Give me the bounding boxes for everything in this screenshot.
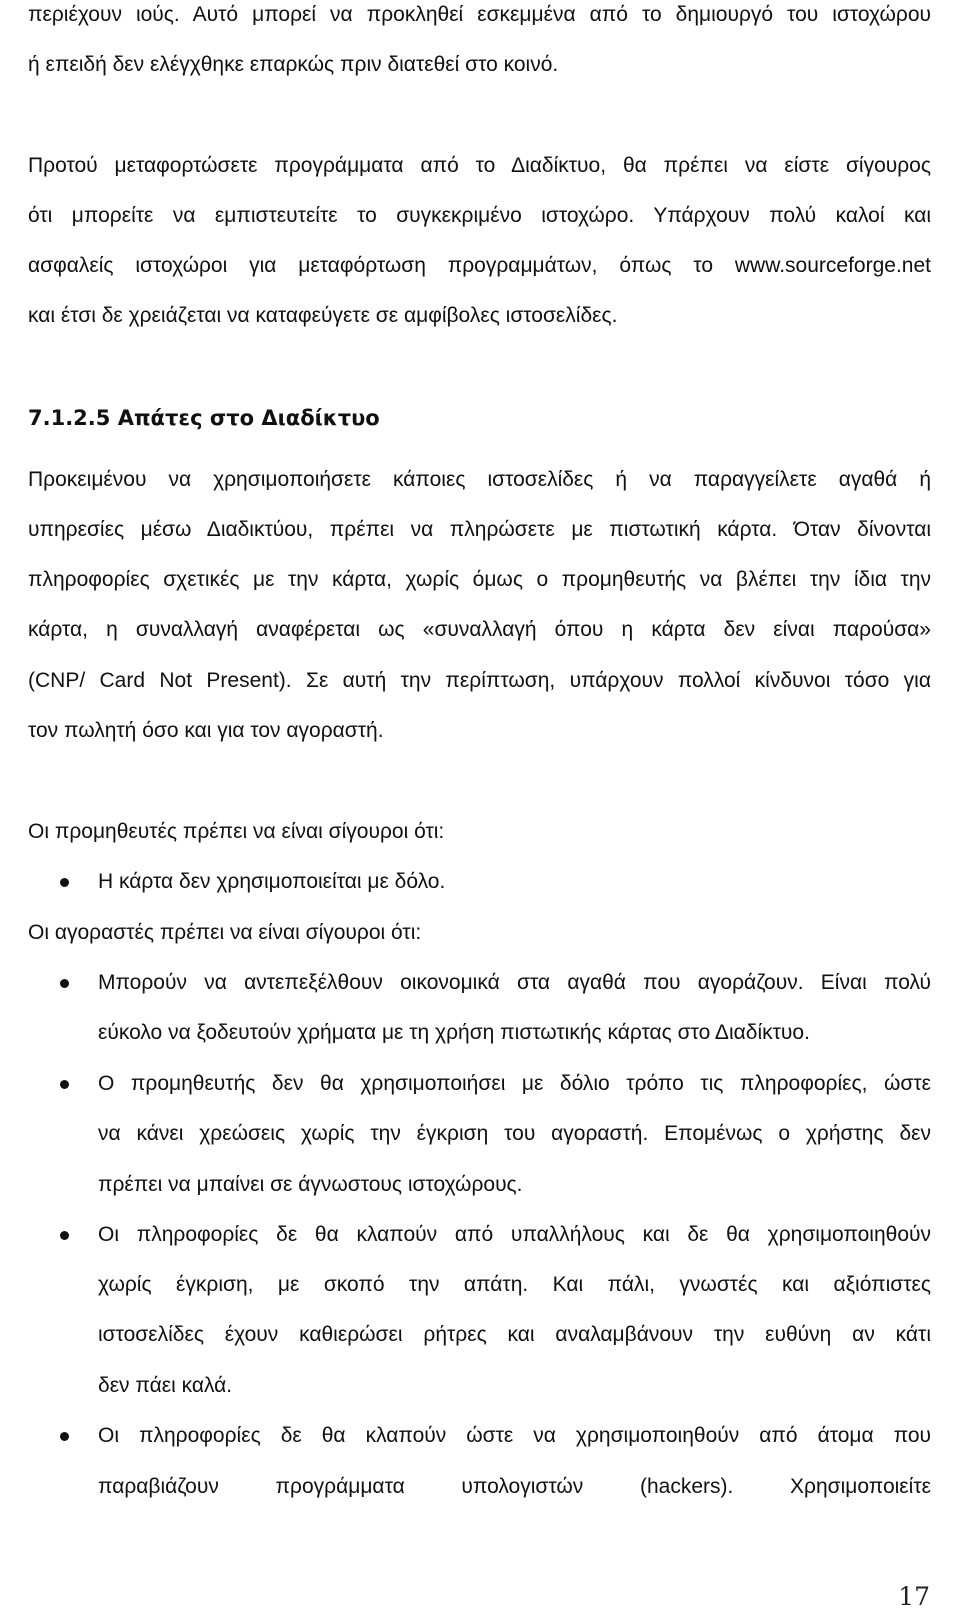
buyers-bullet-2-line-1: Ο προμηθευτής δεν θα χρησιμοποιήσει με δόλιο τρόπο τις πληροφορίες, ώστε (98, 1072, 931, 1095)
paragraph-1-line-1: περιέχουν ιούς. Αυτό μπορεί να προκληθεί εσκεμμένα από το δημιουργό του ιστοχώρου (28, 3, 931, 26)
paragraph-3-line-1: Προκειμένου να χρησιμοποιήσετε κάποιες ιστοσελίδες ή να παραγγείλετε αγαθά ή (28, 468, 931, 491)
paragraph-3-line-5: (CNP/ Card Not Present). Σε αυτή την περίπτωση, υπάρχουν πολλοί κίνδυνοι τόσο για (28, 669, 931, 692)
buyers-bullet-1-line-2: εύκολο να ξοδευτούν χρήματα με τη χρήση πιστωτικής κάρτας στο Διαδίκτυο. (98, 1021, 810, 1044)
buyers-bullet-2-line-2: να κάνει χρεώσεις χωρίς την έγκριση του αγοραστή. Επομένως ο χρήστης δεν (98, 1122, 931, 1145)
page-number: 17 (898, 1582, 930, 1611)
bullet-dot (60, 1432, 69, 1441)
paragraph-2-line-4: και έτσι δε χρειάζεται να καταφεύγετε σε αμφίβολες ιστοσελίδες. (28, 304, 618, 327)
paragraph-2-line-1: Προτού μεταφορτώσετε προγράμματα από το Διαδίκτυο, θα πρέπει να είστε σίγουρος (28, 154, 931, 177)
section-heading: 7.1.2.5 Απάτες στο Διαδίκτυο (28, 406, 380, 430)
buyers-bullet-4-line-1: Οι πληροφορίες δε θα κλαπούν ώστε να χρησιμοποιηθούν από άτομα που (98, 1424, 931, 1447)
paragraph-3-line-6: τον πωλητή όσο και για τον αγοραστή. (28, 719, 384, 742)
bullet-dot (60, 1231, 69, 1240)
buyers-bullet-3-line-1: Οι πληροφορίες δε θα κλαπούν από υπαλλήλους και δε θα χρησιμοποιηθούν (98, 1223, 931, 1246)
bullet-dot (60, 1080, 69, 1089)
paragraph-1-line-2: ή επειδή δεν ελέγχθηκε επαρκώς πριν διατεθεί στο κοινό. (28, 53, 559, 76)
paragraph-2-line-2: ότι μπορείτε να εμπιστευτείτε το συγκεκριμένο ιστοχώρο. Υπάρχουν πολύ καλοί και (28, 204, 931, 227)
buyers-bullet-3-line-3: ιστοσελίδες έχουν καθιερώσει ρήτρες και αναλαμβάνουν την ευθύνη αν κάτι (98, 1323, 931, 1346)
buyers-bullet-4-line-2: παραβιάζουν προγράμματα υπολογιστών (hackers). Χρησιμοποιείτε (98, 1475, 931, 1498)
paragraph-3-line-2: υπηρεσίες μέσω Διαδικτύου, πρέπει να πληρώσετε με πιστωτική κάρτα. Όταν δίνονται (28, 518, 931, 541)
buyers-bullet-2-line-3: πρέπει να μπαίνει σε άγνωστους ιστοχώρους. (98, 1173, 523, 1196)
bullet-dot (60, 878, 69, 887)
suppliers-bullet-1: Η κάρτα δεν χρησιμοποιείται με δόλο. (98, 870, 446, 893)
suppliers-intro: Οι προμηθευτές πρέπει να είναι σίγουροι ότι: (28, 820, 445, 843)
paragraph-3-line-3: πληροφορίες σχετικές με την κάρτα, χωρίς όμως ο προμηθευτής να βλέπει την ίδια την (28, 568, 931, 591)
paragraph-3-line-4: κάρτα, η συναλλαγή αναφέρεται ως «συναλλαγή όπου η κάρτα δεν είναι παρούσα» (28, 618, 931, 641)
buyers-bullet-1-line-1: Μπορούν να αντεπεξέλθουν οικονομικά στα αγαθά που αγοράζουν. Είναι πολύ (98, 971, 931, 994)
bullet-dot (60, 979, 69, 988)
buyers-bullet-3-line-4: δεν πάει καλά. (98, 1374, 233, 1397)
buyers-bullet-3-line-2: χωρίς έγκριση, με σκοπό την απάτη. Και πάλι, γνωστές και αξιόπιστες (98, 1273, 931, 1296)
buyers-intro: Οι αγοραστές πρέπει να είναι σίγουροι ότι: (28, 921, 422, 944)
paragraph-2-line-3: ασφαλείς ιστοχώροι για μεταφόρτωση προγραμμάτων, όπως το www.sourceforge.net (28, 254, 931, 277)
